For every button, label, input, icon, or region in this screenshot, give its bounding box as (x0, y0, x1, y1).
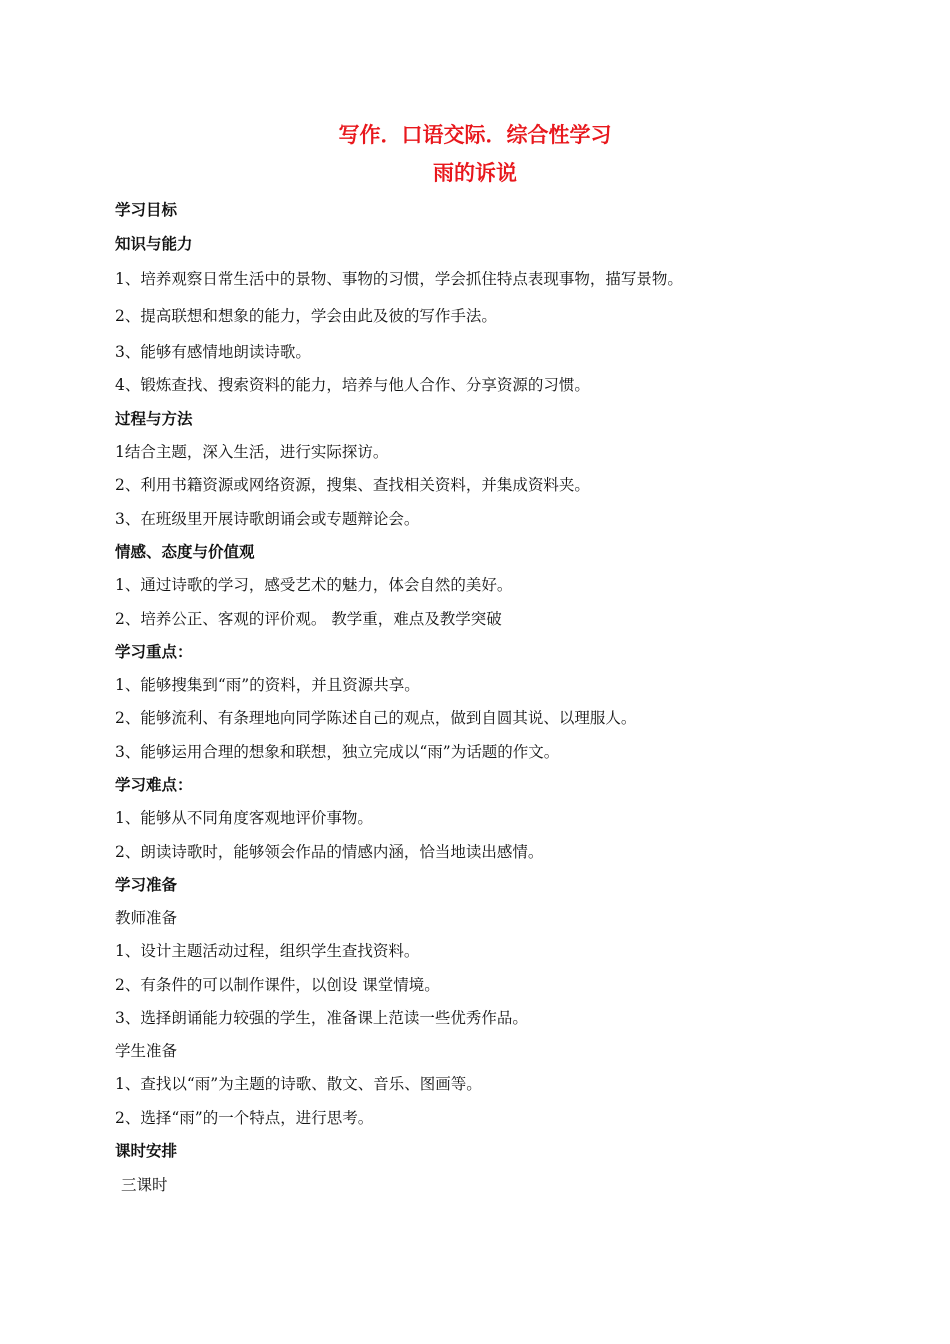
paragraph: 1、通过诗歌的学习，感受艺术的魅力，体会自然的美好。 (115, 576, 513, 594)
paragraph: 1、查找以“雨”为主题的诗歌、散文、音乐、图画等。 (115, 1075, 482, 1093)
paragraph: 三课时 (121, 1176, 168, 1194)
paragraph: 3、能够有感情地朗读诗歌。 (115, 343, 311, 361)
paragraph: 1、能够从不同角度客观地评价事物。 (115, 809, 373, 827)
paragraph: 1、设计主题活动过程，组织学生查找资料。 (115, 942, 420, 960)
heading-schedule: 课时安排 (115, 1142, 178, 1160)
heading-knowledge-ability: 知识与能力 (115, 235, 193, 253)
paragraph: 3、能够运用合理的想象和联想，独立完成以“雨”为话题的作文。 (115, 743, 560, 761)
paragraph: 2、提高联想和想象的能力，学会由此及彼的写作手法。 (115, 307, 497, 325)
heading-emotion-values: 情感、态度与价值观 (115, 543, 255, 561)
paragraph: 2、有条件的可以制作课件，以创设 课堂情境。 (115, 976, 440, 994)
paragraph: 1、培养观察日常生活中的景物、事物的习惯，学会抓住特点表现事物，描写景物。 (115, 270, 683, 288)
paragraph: 2、能够流利、有条理地向同学陈述自己的观点，做到自圆其说、以理服人。 (115, 709, 637, 727)
heading-learning-goals: 学习目标 (115, 201, 178, 219)
paragraph: 2、选择“雨”的一个特点，进行思考。 (115, 1109, 374, 1127)
subheading-student-prep: 学生准备 (115, 1042, 178, 1060)
heading-preparation: 学习准备 (115, 876, 178, 894)
document-subtitle: 雨的诉说 (433, 161, 517, 185)
heading-process-method: 过程与方法 (115, 410, 193, 428)
paragraph: 4、锻炼查找、搜索资料的能力，培养与他人合作、分享资源的习惯。 (115, 376, 590, 394)
paragraph: 2、朗读诗歌时，能够领会作品的情感内涵，恰当地读出感情。 (115, 843, 544, 861)
subheading-teacher-prep: 教师准备 (115, 909, 178, 927)
paragraph: 3、在班级里开展诗歌朗诵会或专题辩论会。 (115, 510, 420, 528)
heading-difficulties: 学习难点： (115, 776, 193, 794)
paragraph: 1结合主题，深入生活，进行实际探访。 (115, 443, 389, 461)
paragraph: 1、能够搜集到“雨”的资料，并且资源共享。 (115, 676, 420, 694)
paragraph: 2、培养公正、客观的评价观。 教学重，难点及教学突破 (115, 610, 502, 628)
paragraph: 3、选择朗诵能力较强的学生，准备课上范读一些优秀作品。 (115, 1009, 528, 1027)
paragraph: 2、利用书籍资源或网络资源，搜集、查找相关资料，并集成资料夹。 (115, 476, 590, 494)
document-title: 写作．口语交际．综合性学习 (338, 123, 612, 147)
heading-key-points: 学习重点： (115, 643, 193, 661)
